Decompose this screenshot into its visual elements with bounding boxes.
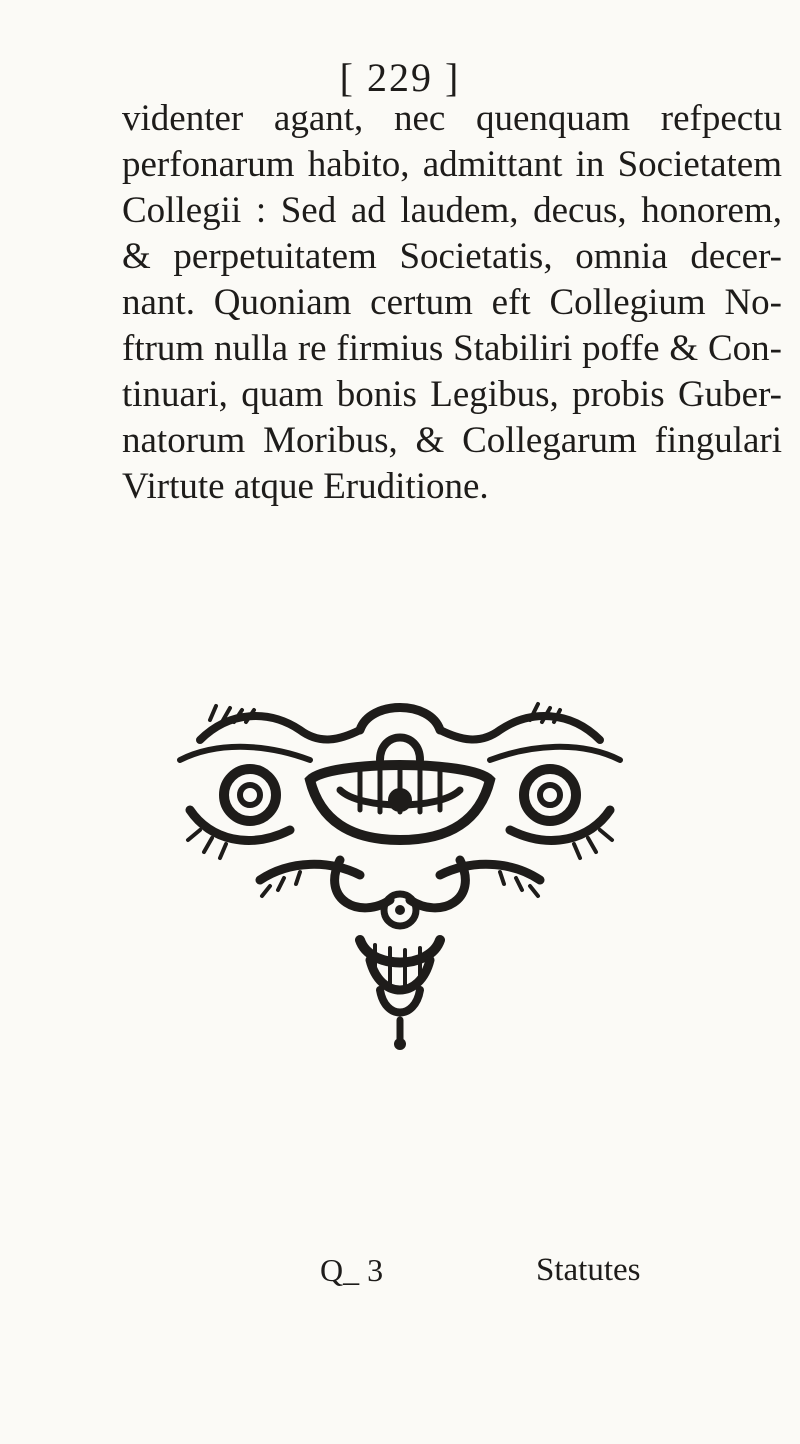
page-number: [ 229 ]: [339, 55, 461, 100]
tailpiece-ornament-icon: [160, 700, 640, 1060]
text-line: tinuari, quam bonis Legibus, probis Guber-: [122, 374, 782, 415]
text-line: natorum Moribus, & Collegarum fingulari: [122, 420, 782, 461]
text-line: & perpetuitatem Societatis, omnia decer-: [122, 236, 782, 277]
text-line: videnter agant, nec quenquam refpectu: [122, 98, 782, 139]
body-text: [122, 96, 782, 510]
catchword: Statutes: [536, 1252, 641, 1288]
text-line: Virtute atque Eruditione.: [122, 466, 489, 507]
text-line: Collegii : Sed ad laudem, decus, honorem,: [122, 190, 782, 231]
text-line: perfonarum habito, admittant in Societatem: [122, 144, 782, 185]
text-line: ftrum nulla re firmius Stabiliri poffe & Con-: [122, 328, 782, 369]
signature-mark: Q_ 3: [320, 1252, 384, 1288]
text-line: nant. Quoniam certum eft Collegium No-: [122, 282, 782, 323]
